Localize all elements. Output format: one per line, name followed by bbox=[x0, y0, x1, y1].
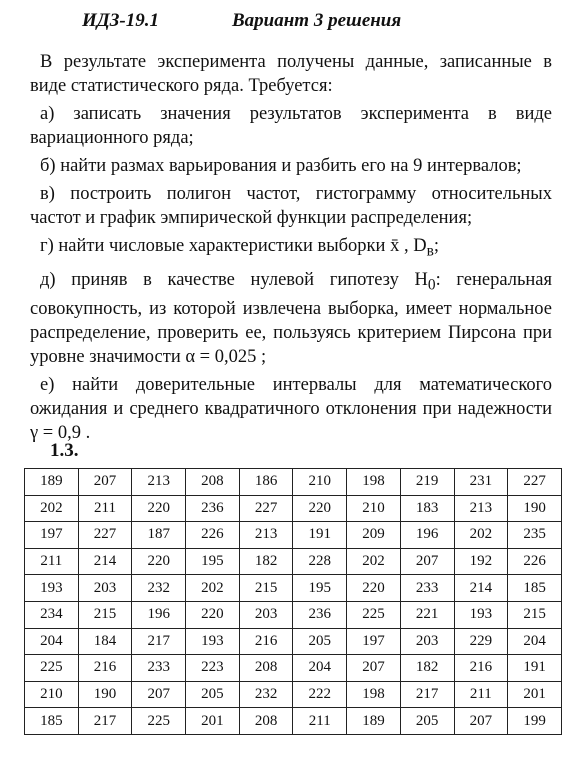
table-cell: 217 bbox=[132, 628, 186, 655]
table-cell: 210 bbox=[25, 681, 79, 708]
table-cell: 203 bbox=[78, 575, 132, 602]
table-cell: 236 bbox=[293, 601, 347, 628]
table-cell: 223 bbox=[186, 655, 240, 682]
table-cell: 202 bbox=[25, 495, 79, 522]
table-cell: 183 bbox=[400, 495, 454, 522]
intro-paragraph: В результате эксперимента получены данные, записанные в виде статистического ряда. Требуется: bbox=[30, 52, 552, 96]
table-cell: 225 bbox=[132, 708, 186, 735]
table-cell: 226 bbox=[186, 522, 240, 549]
item-d-end: ; bbox=[433, 236, 439, 256]
table-cell: 191 bbox=[293, 522, 347, 549]
table-cell: 211 bbox=[293, 708, 347, 735]
table-cell: 204 bbox=[293, 655, 347, 682]
table-cell: 213 bbox=[239, 522, 293, 549]
table-cell: 207 bbox=[78, 469, 132, 496]
table-cell: 207 bbox=[347, 655, 401, 682]
table-cell: 193 bbox=[454, 601, 508, 628]
table-row bbox=[25, 522, 562, 549]
table-cell: 189 bbox=[347, 708, 401, 735]
table-cell: 196 bbox=[400, 522, 454, 549]
table-cell: 204 bbox=[25, 628, 79, 655]
table-cell: 193 bbox=[25, 575, 79, 602]
table-row bbox=[25, 628, 562, 655]
table-cell: 203 bbox=[239, 601, 293, 628]
table-cell: 217 bbox=[78, 708, 132, 735]
table-cell: 213 bbox=[454, 495, 508, 522]
table-cell: 203 bbox=[400, 628, 454, 655]
table-cell: 220 bbox=[132, 548, 186, 575]
item-e-text: д) приняв в качестве нулевой гипотезу H bbox=[40, 269, 428, 290]
data-table bbox=[24, 468, 562, 735]
table-cell: 229 bbox=[454, 628, 508, 655]
table-cell: 195 bbox=[293, 575, 347, 602]
table-cell: 201 bbox=[508, 681, 562, 708]
table-cell: 207 bbox=[454, 708, 508, 735]
table-cell: 213 bbox=[132, 469, 186, 496]
table-row bbox=[25, 681, 562, 708]
table-cell: 202 bbox=[454, 522, 508, 549]
table-cell: 217 bbox=[400, 681, 454, 708]
table-cell: 208 bbox=[239, 708, 293, 735]
table-cell: 202 bbox=[186, 575, 240, 602]
item-e-sub: 0 bbox=[427, 276, 436, 294]
table-cell: 182 bbox=[239, 548, 293, 575]
table-cell: 210 bbox=[347, 495, 401, 522]
table-cell: 233 bbox=[132, 655, 186, 682]
table-cell: 227 bbox=[239, 495, 293, 522]
table-cell: 225 bbox=[347, 601, 401, 628]
table-cell: 198 bbox=[347, 681, 401, 708]
item-e-rest: : генеральная совокупность, из которой извлечена выборка, имеет нормальное распределение, проверить ее, пользуясь критерием Пирсона при уровне значимости α = 0,025 ; bbox=[30, 269, 552, 368]
table-cell: 227 bbox=[508, 469, 562, 496]
table-cell: 214 bbox=[78, 548, 132, 575]
item-a: а) записать значения результатов эксперимента в виде вариационного ряда; bbox=[30, 104, 552, 148]
table-cell: 208 bbox=[186, 469, 240, 496]
table-cell: 214 bbox=[454, 575, 508, 602]
table-cell: 211 bbox=[25, 548, 79, 575]
item-d-sub: в bbox=[426, 242, 434, 260]
table-cell: 185 bbox=[508, 575, 562, 602]
table-row bbox=[25, 575, 562, 602]
table-cell: 220 bbox=[132, 495, 186, 522]
item-e bbox=[30, 268, 552, 370]
table-cell: 205 bbox=[293, 628, 347, 655]
table-cell: 196 bbox=[132, 601, 186, 628]
table-cell: 207 bbox=[400, 548, 454, 575]
table-cell: 190 bbox=[508, 495, 562, 522]
table-row bbox=[25, 655, 562, 682]
table-cell: 204 bbox=[508, 628, 562, 655]
table-cell: 215 bbox=[239, 575, 293, 602]
item-c: в) построить полигон частот, гистограмму относительных частот и график эмпирической функции распределения; bbox=[30, 184, 552, 228]
table-cell: 219 bbox=[400, 469, 454, 496]
header-label: ИДЗ-19.1 bbox=[82, 10, 160, 31]
table-cell: 211 bbox=[78, 495, 132, 522]
item-d-text: г) найти числовые характеристики выборки x̄ , D bbox=[40, 236, 427, 256]
table-cell: 193 bbox=[186, 628, 240, 655]
table-cell: 185 bbox=[25, 708, 79, 735]
section-number: 1.3. bbox=[50, 440, 79, 461]
table-cell: 209 bbox=[347, 522, 401, 549]
table-cell: 220 bbox=[293, 495, 347, 522]
table-cell: 191 bbox=[508, 655, 562, 682]
table-cell: 202 bbox=[347, 548, 401, 575]
table-cell: 232 bbox=[132, 575, 186, 602]
header-title: Вариант 3 решения bbox=[232, 10, 402, 31]
table-cell: 216 bbox=[78, 655, 132, 682]
table-cell: 210 bbox=[293, 469, 347, 496]
table-cell: 235 bbox=[508, 522, 562, 549]
table-cell: 222 bbox=[293, 681, 347, 708]
table-cell: 190 bbox=[78, 681, 132, 708]
table-cell: 186 bbox=[239, 469, 293, 496]
table-row bbox=[25, 495, 562, 522]
table-cell: 198 bbox=[347, 469, 401, 496]
table-cell: 220 bbox=[186, 601, 240, 628]
table-cell: 182 bbox=[400, 655, 454, 682]
table-cell: 208 bbox=[239, 655, 293, 682]
table-cell: 227 bbox=[78, 522, 132, 549]
table-cell: 192 bbox=[454, 548, 508, 575]
table-cell: 205 bbox=[400, 708, 454, 735]
table-cell: 228 bbox=[293, 548, 347, 575]
table-cell: 207 bbox=[132, 681, 186, 708]
table-row bbox=[25, 708, 562, 735]
item-d bbox=[30, 234, 552, 264]
table-cell: 233 bbox=[400, 575, 454, 602]
table-cell: 205 bbox=[186, 681, 240, 708]
table-cell: 226 bbox=[508, 548, 562, 575]
table-cell: 234 bbox=[25, 601, 79, 628]
table-cell: 215 bbox=[508, 601, 562, 628]
table-cell: 197 bbox=[25, 522, 79, 549]
table-cell: 236 bbox=[186, 495, 240, 522]
table-cell: 221 bbox=[400, 601, 454, 628]
table-row bbox=[25, 469, 562, 496]
table-cell: 225 bbox=[25, 655, 79, 682]
table-row bbox=[25, 548, 562, 575]
table-cell: 216 bbox=[454, 655, 508, 682]
table-cell: 189 bbox=[25, 469, 79, 496]
problem-text bbox=[30, 50, 552, 449]
item-f: е) найти доверительные интервалы для математического ожидания и среднего квадратичного отклонения при надежности γ = 0,9 . bbox=[30, 375, 552, 444]
table-cell: 232 bbox=[239, 681, 293, 708]
table-row bbox=[25, 601, 562, 628]
table-cell: 184 bbox=[78, 628, 132, 655]
table-cell: 231 bbox=[454, 469, 508, 496]
table-cell: 187 bbox=[132, 522, 186, 549]
table-cell: 215 bbox=[78, 601, 132, 628]
table-cell: 199 bbox=[508, 708, 562, 735]
table-cell: 197 bbox=[347, 628, 401, 655]
item-b: б) найти размах варьирования и разбить его на 9 интервалов; bbox=[40, 156, 522, 176]
table-cell: 220 bbox=[347, 575, 401, 602]
table-cell: 201 bbox=[186, 708, 240, 735]
table-cell: 195 bbox=[186, 548, 240, 575]
table-cell: 211 bbox=[454, 681, 508, 708]
table-cell: 216 bbox=[239, 628, 293, 655]
